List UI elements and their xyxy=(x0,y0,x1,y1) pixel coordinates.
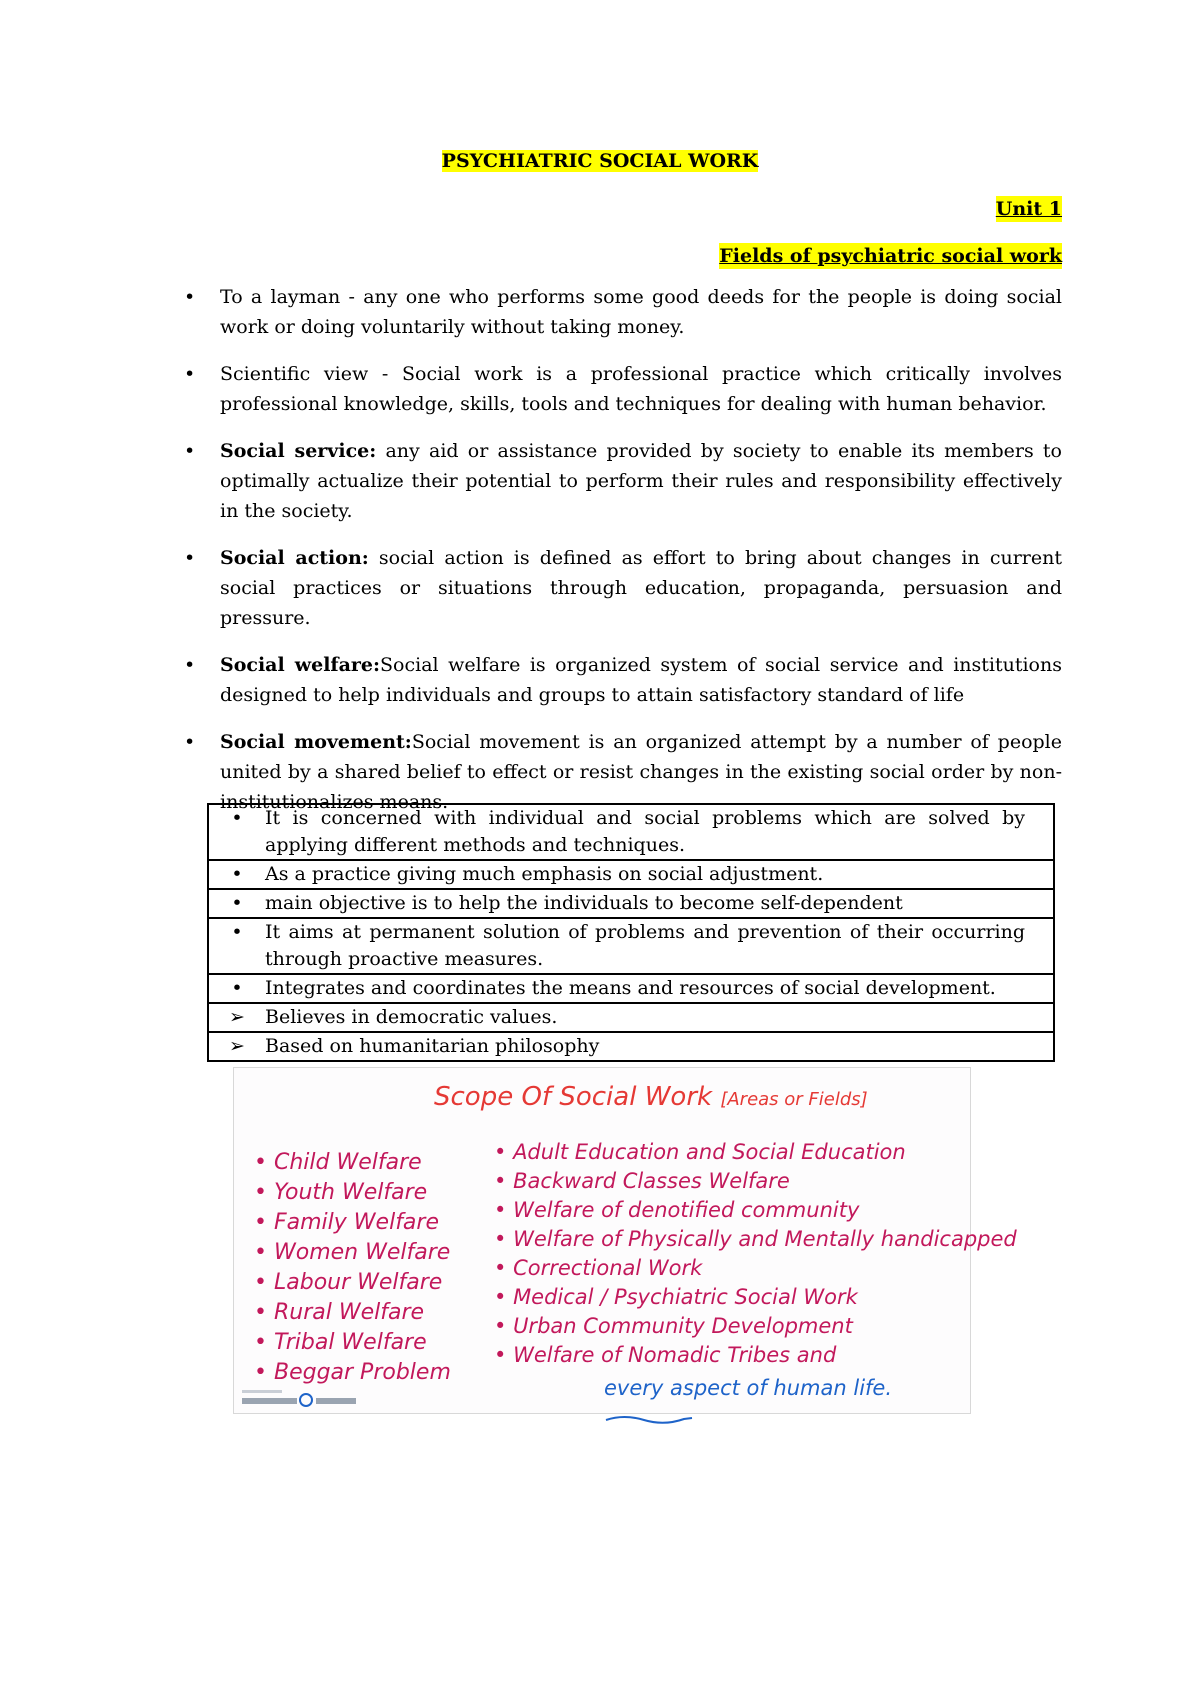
bullet-icon: • xyxy=(231,977,243,999)
table-row: •main objective is to help the individuals to become self-dependent xyxy=(208,889,1054,918)
squiggle-arrow-icon xyxy=(604,1412,694,1426)
list-item: • Women Welfare xyxy=(254,1240,451,1265)
list-item: • Labour Welfare xyxy=(254,1270,443,1295)
bullet-item: • Social welfare:Social welfare is organized system of social service and institutions designed to help individuals and groups to attain satisfactory standard of life xyxy=(184,654,1062,706)
list-item: • Welfare of Nomadic Tribes and xyxy=(494,1343,837,1367)
list-item: • Youth Welfare xyxy=(254,1180,428,1205)
list-item: • Child Welfare xyxy=(254,1150,422,1175)
list-item: • Medical / Psychiatric Social Work xyxy=(494,1285,858,1309)
list-item: • Beggar Problem xyxy=(254,1360,451,1385)
bullet-icon: • xyxy=(231,892,243,914)
whiteboard-left-list xyxy=(254,1148,451,1388)
table-row: ➢ Believes in democratic values. xyxy=(208,1003,1054,1032)
bullet-icon: • xyxy=(231,921,243,943)
list-item: • Welfare of denotified community xyxy=(494,1198,860,1222)
list-item: • Rural Welfare xyxy=(254,1300,425,1325)
whiteboard-image xyxy=(233,1067,1017,1414)
bullet-icon: • xyxy=(231,807,243,829)
list-item: • Family Welfare xyxy=(254,1210,439,1235)
table-row: • As a practice giving much emphasis on social adjustment. xyxy=(208,860,1054,889)
whiteboard-title: Scope Of Social Work [Areas or Fields] xyxy=(434,1082,868,1112)
list-item: • Adult Education and Social Education xyxy=(494,1140,906,1164)
screencast-logo-icon xyxy=(242,1386,372,1408)
bullet-item: • To a layman - any one who performs some good deeds for the people is doing social work or doing voluntarily without taking money. xyxy=(184,286,1062,338)
whiteboard-tail-text: every aspect of human life. xyxy=(604,1373,970,1433)
bullet-item: • Social service: any aid or assistance provided by society to enable its members to optimally actualize their potential to perform their rules and responsibility effectively in the society. xyxy=(184,440,1062,522)
list-item: • Tribal Welfare xyxy=(254,1330,427,1355)
arrow-bullet-icon: ➢ xyxy=(229,1035,245,1057)
list-item: • Urban Community Development xyxy=(494,1314,853,1338)
unit-label: Unit 1 xyxy=(995,198,1062,220)
document-title: PSYCHIATRIC SOCIAL WORK xyxy=(441,150,759,172)
characteristics-table xyxy=(207,803,1055,1062)
bullet-icon: • xyxy=(231,863,243,885)
list-item: • Correctional Work xyxy=(494,1256,703,1280)
table-row: • It aims at permanent solution of problems and prevention of their occurring through proactive measures. xyxy=(208,918,1054,974)
table-row: • It is concerned with individual and social problems which are solved by applying different methods and techniques. xyxy=(208,804,1054,860)
bullet-item: • Social movement:Social movement is an organized attempt by a number of people united by a shared belief to effect or resist changes in the existing social order by non-institutionalizes means. xyxy=(184,731,1062,813)
arrow-bullet-icon: ➢ xyxy=(229,1006,245,1028)
bullet-item: • Social action: social action is defined as effort to bring about changes in current social practices or situations through education, propaganda, persuasion and pressure. xyxy=(184,547,1063,629)
table-row: ➢ Based on humanitarian philosophy xyxy=(208,1032,1054,1061)
list-item: • Backward Classes Welfare xyxy=(494,1169,790,1193)
table-row: • Integrates and coordinates the means and resources of social development. xyxy=(208,974,1054,1003)
section-subtitle: Fields of psychiatric social work xyxy=(719,245,1062,267)
bullet-list xyxy=(178,282,1062,834)
list-item: • Welfare of Physically and Mentally handicapped xyxy=(494,1227,1017,1251)
bullet-item: • Scientific view - Social work is a professional practice which critically involves professional knowledge, skills, tools and techniques for dealing with human behavior. xyxy=(184,363,1062,415)
whiteboard-right-list xyxy=(494,1138,1017,1370)
